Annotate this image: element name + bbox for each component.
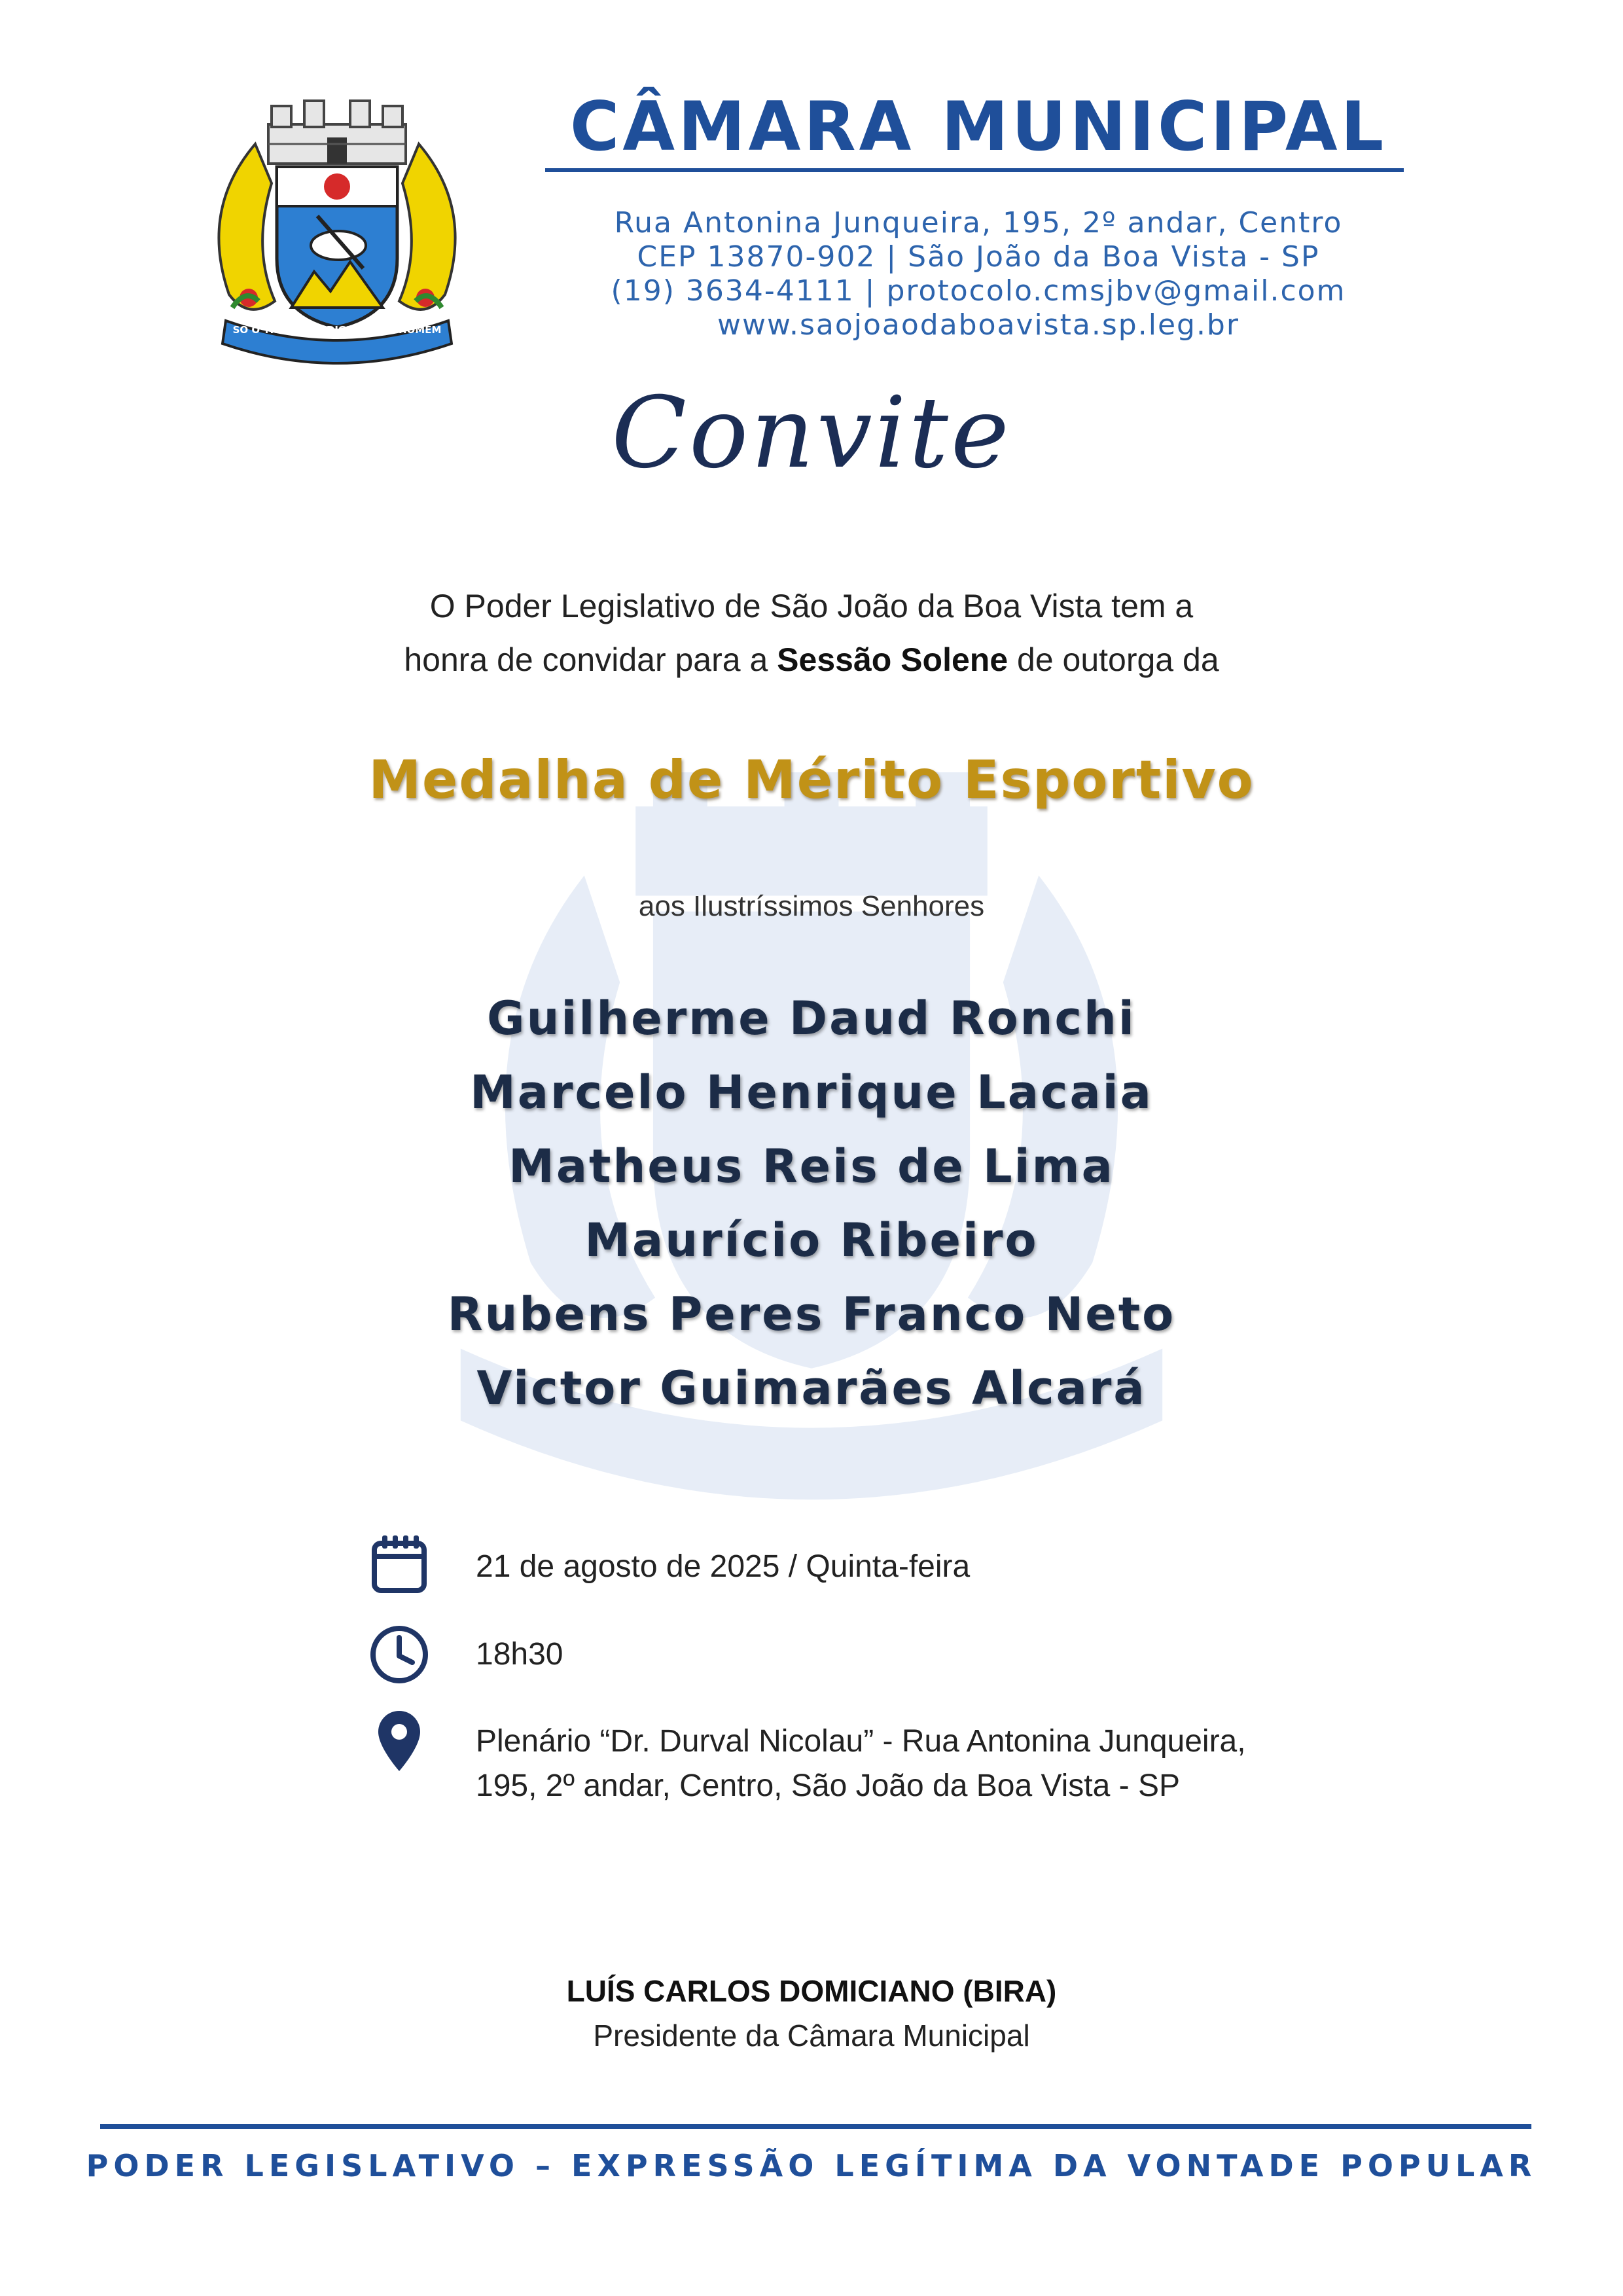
session-name: Sessão Solene (777, 641, 1008, 678)
footer-slogan: PODER LEGISLATIVO – EXPRESSÃO LEGÍTIMA DA VONTADE POPULAR (86, 2148, 1537, 2183)
intro-line-2 (0, 633, 1623, 687)
org-name: CÂMARA MUNICIPAL (569, 88, 1387, 166)
contact-block (543, 206, 1414, 342)
event-date: 21 de agosto de 2025 / Quinta-feira (476, 1549, 971, 1584)
honoree-name: Matheus Reis de Lima (508, 1139, 1115, 1193)
address-line: Rua Antonina Junqueira, 195, 2º andar, Centro (614, 206, 1343, 240)
honoree-name: Guilherme Daud Ronchi (487, 992, 1136, 1045)
location-line-2: 195, 2º andar, Centro, São João da Boa Vista - SP (476, 1768, 1181, 1803)
crown-icon (268, 101, 406, 164)
website-link[interactable]: www.saojoaodaboavista.sp.leg.br (717, 308, 1240, 342)
event-time: 18h30 (476, 1637, 563, 1672)
honoree-name: Victor Guimarães Alcará (476, 1361, 1147, 1415)
invite-title: Convite (611, 376, 1012, 490)
signatory-name: LUÍS CARLOS DOMICIANO (BIRA) (566, 1974, 1057, 2008)
calendar-icon (366, 1532, 432, 1597)
honoree-name: Marcelo Henrique Lacaia (470, 1066, 1153, 1119)
intro-line-2-post: de outorga da (1008, 641, 1219, 678)
honor-line: aos Ilustríssimos Senhores (638, 890, 985, 922)
honorees-list (0, 982, 1623, 1426)
signatory-title: Presidente da Câmara Municipal (593, 2018, 1030, 2053)
clock-icon (366, 1622, 432, 1687)
honoree-name: Rubens Peres Franco Neto (447, 1287, 1176, 1341)
location-line-1: Plenário “Dr. Durval Nicolau” - Rua Antonina Junqueira, (476, 1724, 1246, 1759)
cep-line: CEP 13870-902 | São João da Boa Vista - SP (637, 240, 1320, 274)
phone-email-line: (19) 3634-4111 | protocolo.cmsjbv@gmail.com (611, 274, 1346, 308)
org-name-underline (545, 168, 1404, 172)
honoree-name: Maurício Ribeiro (584, 1213, 1039, 1267)
map-pin-icon (366, 1708, 432, 1774)
intro-text (0, 579, 1623, 687)
event-location (476, 1719, 1246, 1808)
intro-line-1: O Poder Legislativo de São João da Boa Vista tem a (429, 588, 1194, 624)
medal-name: Medalha de Mérito Esportivo (368, 749, 1255, 810)
intro-line-2-pre: honra de convidar para a (404, 641, 777, 678)
footer-divider (100, 2124, 1531, 2129)
crest-motto: SÓ O TRABALHO DIGNIFICA O HOMEM (232, 324, 442, 336)
